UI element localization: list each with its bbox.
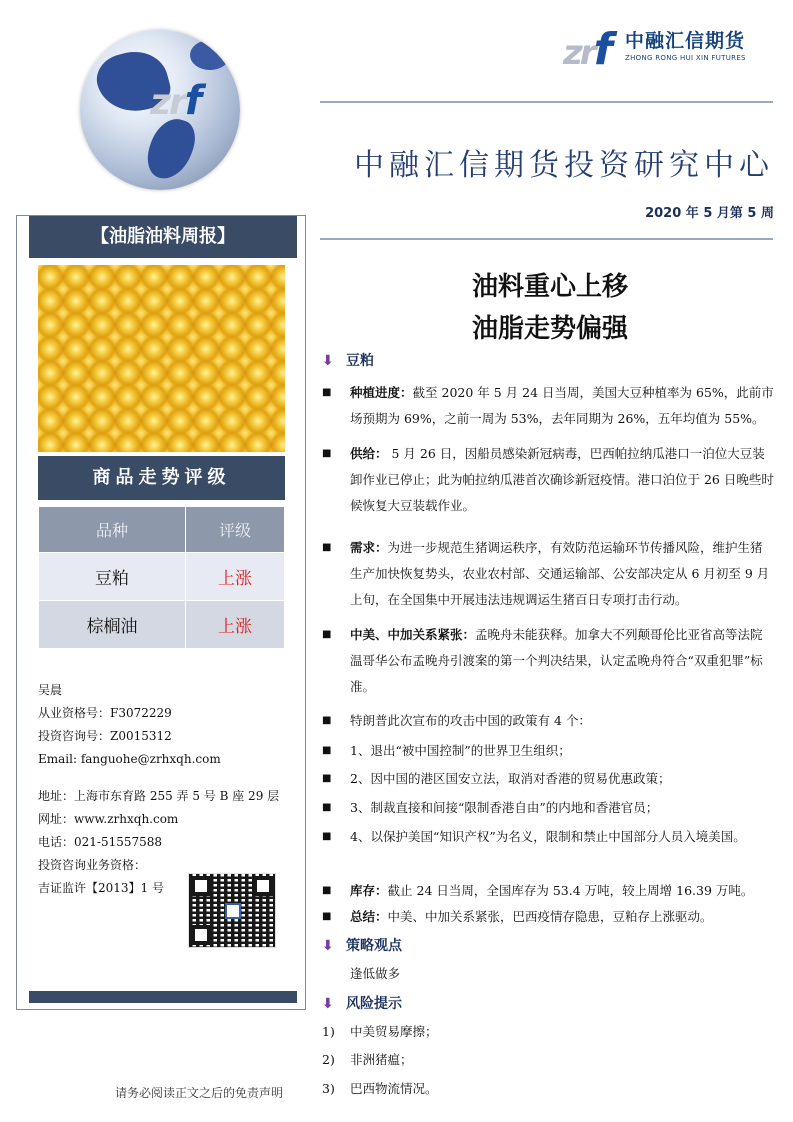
brand-name-cn: 中融汇信期货 xyxy=(625,30,746,52)
report-title xyxy=(420,266,680,350)
list-item: 3) 巴西物流情况。 xyxy=(322,1081,438,1096)
bullet-item: ■ 供给： 5 月 26 日，因船员感染新冠病毒，巴西帕拉纳瓜港口一泊位大豆装卸作业已停止；此为帕拉纳瓜港首次确诊新冠疫情。港口泊位于 26 日晚些时候恢复大豆装载作业。 xyxy=(322,441,774,519)
section-soymeal: ⬇ 豆粕 xyxy=(322,353,374,369)
title-line-2: 油脂走势偏强 xyxy=(471,314,628,344)
globe-brand-mark: zrf xyxy=(150,78,201,124)
bullet-item: ■ 1、退出“被中国控制”的世界卫生组织； xyxy=(322,738,774,764)
bullet-square-icon: ■ xyxy=(322,448,332,459)
date-divider xyxy=(320,238,773,240)
brand-logo xyxy=(563,20,763,75)
bullet-item: ■ 中美、中加关系紧张：孟晚舟未能获释。加拿大不列颠哥伦比亚省高等法院温哥华公布孟晚舟引渡案的第一个判决结果，认定孟晚舟符合“双重犯罪”标准。 xyxy=(322,622,774,700)
bullet-square-icon: ■ xyxy=(322,802,332,813)
bullet-square-icon: ■ xyxy=(322,745,332,756)
consult-number: 投资咨询号：Z0015312 xyxy=(38,729,172,743)
bullet-square-icon: ■ xyxy=(322,542,332,553)
rating-header-rating: 评级 xyxy=(186,507,285,553)
rating-title: 商品走势评级 xyxy=(38,456,285,500)
license-number: 从业资格号：F3072229 xyxy=(38,706,172,720)
bullet-square-icon: ■ xyxy=(322,831,332,842)
qr-code-image xyxy=(188,873,276,948)
table-row xyxy=(39,553,285,601)
header-divider xyxy=(320,101,773,103)
disclaimer-note: 请务必阅读正文之后的免责声明 xyxy=(115,1086,284,1100)
bullet-item: ■ 4、以保护美国“知识产权”为名义，限制和禁止中国部分人员入境美国。 xyxy=(322,824,774,850)
bullet-square-icon: ■ xyxy=(322,387,332,398)
bullet-item: ■ 种植进度：截至 2020 年 5 月 24 日当周，美国大豆种植率为 65%，此前市场预期为 69%，之前一周为 53%，去年同期为 26%，五年均值为 55%。 xyxy=(322,380,774,432)
bullet-item: ■ 3、制裁直接和间接“限制香港自由”的内地和香港官员； xyxy=(322,795,774,821)
bullet-square-icon: ■ xyxy=(322,715,332,726)
section-strategy: ⬇ 策略观点 xyxy=(322,938,402,954)
brand-name-en: ZHONG RONG HUI XIN FUTURES xyxy=(625,54,746,62)
bullet-item: ■ 特朗普此次宣布的攻击中国的政策有 4 个： xyxy=(322,708,774,734)
permit-number: 吉证监许【2013】1 号 xyxy=(38,881,164,895)
bullet-item: ■ 2、因中国的港区国安立法，取消对香港的贸易优惠政策； xyxy=(322,766,774,792)
bullet-square-icon: ■ xyxy=(322,629,332,640)
soybean-image xyxy=(38,265,285,452)
rating-header-item: 品种 xyxy=(39,507,186,553)
email[interactable]: Email: fanguohe@zrhxqh.com xyxy=(38,752,221,766)
bullet-square-icon: ■ xyxy=(322,885,332,896)
bullet-item: ■ 库存：截止 24 日当周，全国库存为 53.4 万吨，较上周增 16.39 万吨。 xyxy=(322,878,774,904)
sidebar-bottom-bar xyxy=(29,991,297,1003)
title-line-1: 油料重心上移 xyxy=(471,272,628,302)
bullet-square-icon: ■ xyxy=(322,911,332,922)
website[interactable]: 网址：www.zrhxqh.com xyxy=(38,812,179,826)
rating-table xyxy=(38,506,285,649)
strategy-text: 逢低做多 xyxy=(350,966,401,981)
research-center-title: 中融汇信期货投资研究中心 xyxy=(354,148,774,183)
bullet-item: ■ 需求：为进一步规范生猪调运秩序，有效防范运输环节传播风险，维护生猪生产加快恢复势头，农业农村部、交通运输部、公安部决定从 6 月初至 9 月上旬，在全国集中开展违法违规调运生猪百日专项打击行动。 xyxy=(322,535,774,613)
report-name-banner: 【油脂油料周报】 xyxy=(29,216,297,258)
section-risk: ⬇ 风险提示 xyxy=(322,996,402,1012)
section-arrow-icon: ⬇ xyxy=(322,353,334,369)
report-date: 2020 年 5 月第 5 周 xyxy=(645,206,774,221)
author-name: 吴晨 xyxy=(38,683,63,697)
list-item: 1) 中美贸易摩擦； xyxy=(322,1024,438,1039)
section-arrow-icon: ⬇ xyxy=(322,938,334,954)
rating-item: 豆粕 xyxy=(39,553,186,601)
address: 地址：上海市东育路 255 弄 5 号 B 座 29 层 xyxy=(38,789,280,803)
rating-value: 上涨 xyxy=(186,553,285,601)
rating-item: 棕榈油 xyxy=(39,601,186,649)
qualification: 投资咨询业务资格： xyxy=(38,858,147,872)
table-row xyxy=(39,601,285,649)
analyst-info xyxy=(38,679,298,900)
bullet-square-icon: ■ xyxy=(322,773,332,784)
brand-mark: zrf xyxy=(563,24,610,75)
phone: 电话：021-51557588 xyxy=(38,835,163,849)
bullet-item: ■ 总结：中美、中加关系紧张，巴西疫情存隐患，豆粕存上涨驱动。 xyxy=(322,904,774,930)
list-item: 2) 非洲猪瘟； xyxy=(322,1052,413,1067)
section-arrow-icon: ⬇ xyxy=(322,996,334,1012)
rating-value: 上涨 xyxy=(186,601,285,649)
